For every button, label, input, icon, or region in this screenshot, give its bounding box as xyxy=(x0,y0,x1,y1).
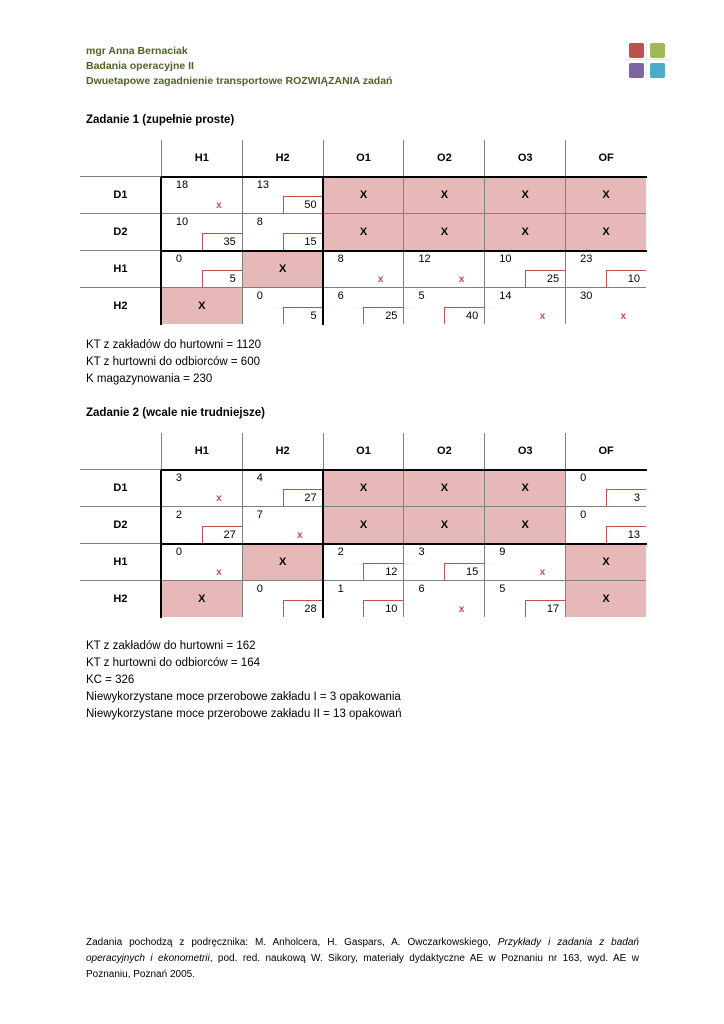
note-line: Niewykorzystane moce przerobowe zakładu II = 13 opakowań xyxy=(86,708,402,720)
unit-cost: 5 xyxy=(418,290,425,302)
blocked-cell xyxy=(565,214,646,250)
allocation-box xyxy=(202,526,242,543)
blocked-cell xyxy=(323,507,404,543)
row-header xyxy=(80,214,161,250)
allocation-value: 25 xyxy=(385,310,398,322)
unit-cost: 2 xyxy=(337,546,344,558)
allocation-value: 5 xyxy=(229,273,236,285)
column-header xyxy=(323,433,404,469)
row-header-label: D2 xyxy=(113,519,128,531)
blocked-cell xyxy=(161,581,242,617)
footer-prefix: Zadania pochodzą z podręcznika: M. Anholcera, H. Gaspars, A. Owczarkowskiego, xyxy=(86,937,498,948)
non-basic-mark: x xyxy=(539,567,546,578)
allocation-value: 15 xyxy=(466,566,479,578)
table-cell xyxy=(323,581,404,617)
allocation-box xyxy=(283,233,323,250)
table-corner-cell xyxy=(80,140,161,176)
unit-cost: 13 xyxy=(256,179,269,191)
table-row xyxy=(80,176,646,213)
row-header-label: D1 xyxy=(113,482,128,494)
blocked-cell xyxy=(484,470,565,506)
allocation-value: 40 xyxy=(466,310,479,322)
section-divider-horizontal xyxy=(161,176,647,178)
table-row xyxy=(80,287,646,324)
non-basic-mark: x xyxy=(297,530,303,541)
unit-cost: 10 xyxy=(499,253,512,265)
blocked-mark: X xyxy=(359,226,368,238)
column-header xyxy=(323,140,404,176)
allocation-value: 50 xyxy=(304,199,317,211)
allocation-box xyxy=(606,489,646,506)
non-basic-mark: x xyxy=(377,274,384,285)
unit-cost: 23 xyxy=(580,253,593,265)
task2-table xyxy=(80,433,646,617)
allocation-value: 17 xyxy=(546,603,560,615)
note-line: Niewykorzystane moce przerobowe zakładu I = 3 opakowania xyxy=(86,691,401,703)
table-cell xyxy=(323,251,404,287)
row-header xyxy=(80,177,161,213)
unit-cost: 0 xyxy=(256,583,263,595)
blocked-mark: X xyxy=(359,519,368,531)
blocked-cell xyxy=(161,288,242,324)
blocked-cell xyxy=(242,544,323,580)
table-cell xyxy=(242,177,323,213)
non-basic-mark: x xyxy=(458,274,465,285)
table-cell xyxy=(323,544,404,580)
row-header-label: H2 xyxy=(113,593,128,605)
unit-cost: 10 xyxy=(175,216,189,228)
row-header-label: H1 xyxy=(113,556,128,568)
table-cell xyxy=(161,507,242,543)
table-cell xyxy=(565,507,646,543)
column-header xyxy=(403,140,484,176)
allocation-value: 27 xyxy=(223,529,236,541)
table-row xyxy=(80,543,646,580)
table-row xyxy=(80,250,646,287)
task2-title: Zadanie 2 (wcale nie trudniejsze) xyxy=(86,407,265,419)
column-header-label: O3 xyxy=(517,152,533,164)
blocked-mark: X xyxy=(440,482,449,494)
note-line: KT z hurtowni do odbiorców = 164 xyxy=(86,657,260,669)
table-cell xyxy=(161,470,242,506)
column-header-label: OF xyxy=(598,152,614,164)
allocation-box xyxy=(363,307,403,324)
column-header-label: O1 xyxy=(356,152,371,164)
table-header-row xyxy=(80,140,646,176)
allocation-value: 10 xyxy=(627,273,641,285)
allocation-box xyxy=(525,270,565,287)
blocked-mark: X xyxy=(440,189,449,201)
logo-divider xyxy=(646,40,647,80)
allocation-value: 5 xyxy=(310,310,317,322)
allocation-box xyxy=(444,563,484,580)
blocked-cell xyxy=(323,177,404,213)
section-divider-horizontal xyxy=(161,250,647,252)
table-cell xyxy=(484,251,565,287)
row-header xyxy=(80,470,161,506)
table-cell xyxy=(403,581,484,617)
unit-cost: 7 xyxy=(256,509,263,521)
unit-cost: 0 xyxy=(175,546,182,558)
unit-cost: 6 xyxy=(418,583,425,595)
unit-cost: 0 xyxy=(580,472,587,484)
blocked-cell xyxy=(403,507,484,543)
allocation-value: 25 xyxy=(546,273,560,285)
column-header xyxy=(484,140,565,176)
row-header-label: D1 xyxy=(113,189,128,201)
unit-cost: 6 xyxy=(337,290,344,302)
note-line: KT z zakładów do hurtowni = 1120 xyxy=(86,339,262,351)
allocation-value: 27 xyxy=(304,492,317,504)
blocked-mark: X xyxy=(198,593,206,605)
blocked-mark: X xyxy=(521,519,529,531)
table-cell xyxy=(161,214,242,250)
table-corner-cell xyxy=(80,433,161,469)
unit-cost: 9 xyxy=(499,546,506,558)
table-cell xyxy=(403,288,484,324)
document-header xyxy=(86,44,392,89)
blocked-mark: X xyxy=(359,482,368,494)
note-line: KT z zakładów do hurtowni = 162 xyxy=(86,640,256,652)
table-cell xyxy=(161,251,242,287)
footer-book-title: Przykłady i zadania z badań operacyjnych i ekonometrii xyxy=(86,937,639,964)
table-row xyxy=(80,213,646,250)
table-cell xyxy=(242,214,323,250)
allocation-box xyxy=(283,307,323,324)
table-cell xyxy=(161,544,242,580)
column-header-label: OF xyxy=(598,445,614,457)
blocked-mark: X xyxy=(278,556,287,568)
blocked-cell xyxy=(403,214,484,250)
unit-cost: 3 xyxy=(175,472,182,484)
unit-cost: 12 xyxy=(418,253,431,265)
column-header-label: O2 xyxy=(437,152,452,164)
blocked-mark: X xyxy=(602,189,610,201)
row-header xyxy=(80,581,161,617)
table-header-row xyxy=(80,433,646,469)
table-cell xyxy=(484,288,565,324)
allocation-box xyxy=(283,489,323,506)
blocked-mark: X xyxy=(602,593,610,605)
task1-notes xyxy=(86,337,261,388)
column-header xyxy=(161,140,242,176)
course-name: Badania operacyjne II xyxy=(86,60,194,72)
logo xyxy=(625,40,669,80)
column-header xyxy=(242,140,323,176)
blocked-cell xyxy=(565,177,646,213)
logo-square-green xyxy=(650,43,665,58)
allocation-box xyxy=(363,600,403,617)
blocked-cell xyxy=(323,214,404,250)
unit-cost: 30 xyxy=(580,290,593,302)
table-cell xyxy=(161,177,242,213)
unit-cost: 8 xyxy=(256,216,263,228)
table-row xyxy=(80,469,646,506)
logo-square-red xyxy=(629,43,644,58)
table-cell xyxy=(323,288,404,324)
non-basic-mark: x xyxy=(216,493,222,504)
allocation-value: 10 xyxy=(385,603,398,615)
section-divider-horizontal xyxy=(161,543,647,545)
allocation-value: 15 xyxy=(304,236,317,248)
unit-cost: 5 xyxy=(499,583,506,595)
table-cell xyxy=(484,581,565,617)
row-header-label: D2 xyxy=(113,226,128,238)
task1-table xyxy=(80,140,646,324)
non-basic-mark: x xyxy=(458,604,465,615)
allocation-box xyxy=(363,563,403,580)
task2-notes xyxy=(86,638,401,723)
unit-cost: 4 xyxy=(256,472,263,484)
table-cell xyxy=(565,470,646,506)
allocation-box xyxy=(202,233,242,250)
table-cell xyxy=(403,251,484,287)
unit-cost: 1 xyxy=(337,583,344,595)
blocked-cell xyxy=(484,177,565,213)
unit-cost: 8 xyxy=(337,253,344,265)
column-header xyxy=(484,433,565,469)
blocked-mark: X xyxy=(440,226,449,238)
column-header-label: H1 xyxy=(194,445,209,457)
table-cell xyxy=(565,251,646,287)
footer-citation xyxy=(86,935,639,983)
blocked-mark: X xyxy=(198,300,206,312)
table-cell xyxy=(403,544,484,580)
blocked-mark: X xyxy=(521,226,529,238)
table-cell xyxy=(484,544,565,580)
blocked-cell xyxy=(565,544,646,580)
note-line: KT z hurtowni do odbiorców = 600 xyxy=(86,356,260,368)
blocked-mark: X xyxy=(278,263,287,275)
logo-square-blue xyxy=(650,63,665,78)
table-cell xyxy=(242,288,323,324)
allocation-value: 28 xyxy=(304,603,317,615)
blocked-cell xyxy=(323,470,404,506)
unit-cost: 18 xyxy=(175,179,189,191)
column-header-label: H2 xyxy=(275,152,290,164)
allocation-value: 12 xyxy=(385,566,398,578)
table-cell xyxy=(565,288,646,324)
column-header xyxy=(242,433,323,469)
section-divider-horizontal xyxy=(161,469,647,471)
table-row xyxy=(80,506,646,543)
allocation-box xyxy=(283,600,323,617)
column-header-label: H1 xyxy=(194,152,209,164)
row-header xyxy=(80,544,161,580)
unit-cost: 2 xyxy=(175,509,182,521)
blocked-mark: X xyxy=(602,226,610,238)
blocked-cell xyxy=(403,470,484,506)
row-header-label: H1 xyxy=(113,263,128,275)
logo-square-purple xyxy=(629,63,644,78)
blocked-cell xyxy=(242,251,323,287)
allocation-box xyxy=(202,270,242,287)
blocked-mark: X xyxy=(359,189,368,201)
row-header xyxy=(80,251,161,287)
unit-cost: 0 xyxy=(175,253,182,265)
blocked-cell xyxy=(403,177,484,213)
column-header xyxy=(565,140,646,176)
allocation-box xyxy=(283,196,323,213)
note-line: K magazynowania = 230 xyxy=(86,373,213,385)
allocation-box xyxy=(444,307,484,324)
allocation-box xyxy=(606,270,646,287)
column-header-label: O1 xyxy=(356,445,371,457)
allocation-value: 13 xyxy=(627,529,641,541)
blocked-cell xyxy=(484,214,565,250)
allocation-value: 3 xyxy=(633,492,641,504)
footer-suffix: , pod. red. naukową W. Sikory, materiały dydaktyczne AE w Poznaniu nr 163, wyd. AE w Poznaniu, Poznań 2005. xyxy=(86,953,639,980)
non-basic-mark: x xyxy=(216,567,222,578)
non-basic-mark: x xyxy=(216,200,222,211)
column-header-label: O2 xyxy=(437,445,452,457)
column-header xyxy=(565,433,646,469)
author-name: mgr Anna Bernaciak xyxy=(86,45,188,57)
column-header-label: H2 xyxy=(275,445,290,457)
row-header xyxy=(80,507,161,543)
blocked-mark: X xyxy=(521,482,529,494)
row-header-label: H2 xyxy=(113,300,128,312)
table-cell xyxy=(242,581,323,617)
note-line: KC = 326 xyxy=(86,674,135,686)
column-header-label: O3 xyxy=(517,445,533,457)
table-cell xyxy=(242,507,323,543)
unit-cost: 0 xyxy=(580,509,587,521)
column-header xyxy=(161,433,242,469)
allocation-value: 35 xyxy=(223,236,236,248)
column-header xyxy=(403,433,484,469)
unit-cost: 3 xyxy=(418,546,425,558)
allocation-box xyxy=(606,526,646,543)
blocked-mark: X xyxy=(521,189,529,201)
row-header xyxy=(80,288,161,324)
unit-cost: 14 xyxy=(499,290,512,302)
blocked-cell xyxy=(565,581,646,617)
document-subtitle: Dwuetapowe zagadnienie transportowe ROZWIĄZANIA zadań xyxy=(86,75,393,87)
logo-divider xyxy=(625,59,669,60)
allocation-box xyxy=(525,600,565,617)
blocked-cell xyxy=(484,507,565,543)
table-cell xyxy=(242,470,323,506)
task1-title: Zadanie 1 (zupełnie proste) xyxy=(86,114,235,126)
unit-cost: 0 xyxy=(256,290,263,302)
blocked-mark: X xyxy=(602,556,610,568)
non-basic-mark: x xyxy=(539,311,546,322)
blocked-mark: X xyxy=(440,519,449,531)
non-basic-mark: x xyxy=(620,311,627,322)
table-row xyxy=(80,580,646,617)
